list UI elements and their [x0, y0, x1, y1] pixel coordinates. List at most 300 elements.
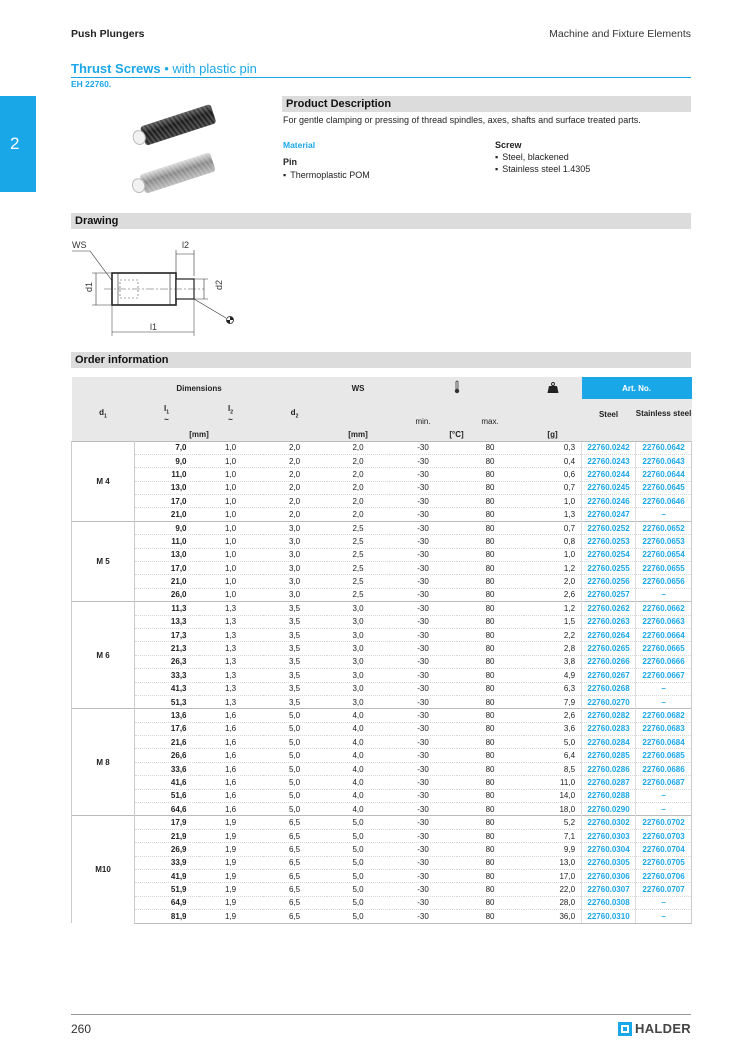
ws-cell: 3,0 — [327, 682, 390, 695]
unit-gram: [g] — [524, 429, 582, 441]
l2-cell: 1,9 — [199, 829, 263, 842]
art-stainless-cell[interactable]: 22760.0704 — [636, 843, 692, 856]
art-steel-cell[interactable]: 22760.0262 — [582, 602, 636, 615]
art-steel-cell[interactable]: 22760.0286 — [582, 762, 636, 775]
temp-max-cell: 80 — [457, 562, 524, 575]
temp-min-cell: -30 — [390, 816, 457, 829]
art-steel-cell[interactable]: 22760.0263 — [582, 615, 636, 628]
l2-cell: 1,6 — [199, 749, 263, 762]
ws-cell: 2,0 — [327, 508, 390, 521]
d2-cell: 6,5 — [263, 883, 327, 896]
ws-cell: 5,0 — [327, 843, 390, 856]
art-stainless-cell[interactable]: – — [636, 896, 692, 909]
l1-cell: 13,0 — [135, 548, 199, 561]
art-stainless-cell[interactable]: – — [636, 695, 692, 708]
weight-cell: 1,2 — [524, 562, 582, 575]
l1-cell: 11,0 — [135, 535, 199, 548]
d2-cell: 5,0 — [263, 749, 327, 762]
table-row — [72, 481, 692, 494]
l1-cell: 11,0 — [135, 468, 199, 481]
art-stainless-cell[interactable]: 22760.0702 — [636, 816, 692, 829]
l2-cell: 1,9 — [199, 856, 263, 869]
l2-cell: 1,6 — [199, 722, 263, 735]
art-steel-cell[interactable]: 22760.0288 — [582, 789, 636, 802]
thread-size-cell: M10 — [72, 816, 135, 923]
temp-min-cell: -30 — [390, 628, 457, 641]
temp-max-cell: 80 — [457, 870, 524, 883]
l2-cell: 1,3 — [199, 695, 263, 708]
ws-cell: 2,5 — [327, 575, 390, 588]
table-row — [72, 454, 692, 467]
weight-cell: 1,2 — [524, 602, 582, 615]
l2-cell: 1,9 — [199, 816, 263, 829]
d2-cell: 6,5 — [263, 843, 327, 856]
temp-max-cell: 80 — [457, 615, 524, 628]
screw-label: Screw — [495, 140, 522, 150]
art-steel-cell[interactable]: 22760.0303 — [582, 829, 636, 842]
max-header: max. — [457, 399, 524, 429]
table-row — [72, 870, 692, 883]
weight-cell: 7,1 — [524, 829, 582, 842]
table-row — [72, 669, 692, 682]
temp-max-cell: 80 — [457, 816, 524, 829]
art-steel-cell[interactable]: 22760.0243 — [582, 454, 636, 467]
d2-cell: 3,5 — [263, 602, 327, 615]
l1-cell: 17,3 — [135, 628, 199, 641]
thread-size-cell: M 4 — [72, 441, 135, 521]
l2-cell: 1,6 — [199, 803, 263, 816]
temp-min-cell: -30 — [390, 896, 457, 909]
art-stainless-cell[interactable]: – — [636, 789, 692, 802]
art-stainless-cell[interactable]: 22760.0644 — [636, 468, 692, 481]
ws-cell: 4,0 — [327, 709, 390, 722]
art-stainless-cell[interactable]: 22760.0665 — [636, 642, 692, 655]
l2-cell: 1,9 — [199, 843, 263, 856]
l2-cell: 1,0 — [199, 468, 263, 481]
temp-max-cell: 80 — [457, 642, 524, 655]
art-steel-cell[interactable]: 22760.0267 — [582, 669, 636, 682]
weight-cell: 1,0 — [524, 548, 582, 561]
art-steel-cell[interactable]: 22760.0245 — [582, 481, 636, 494]
table-row — [72, 910, 692, 923]
l1-cell: 17,9 — [135, 816, 199, 829]
header-section: Machine and Fixture Elements — [549, 28, 691, 40]
halder-logo[interactable] — [618, 1021, 691, 1036]
l2-header: $l_2$ ~ — [199, 399, 263, 429]
ws-cell: 4,0 — [327, 776, 390, 789]
screw-material-1: ▪ Steel, blackened — [495, 152, 569, 162]
table-row — [72, 749, 692, 762]
chapter-tab[interactable] — [0, 96, 36, 192]
ws-cell: 5,0 — [327, 883, 390, 896]
table-row — [72, 548, 692, 561]
d2-cell: 2,0 — [263, 441, 327, 454]
art-steel-cell[interactable]: 22760.0264 — [582, 628, 636, 641]
temp-max-cell: 80 — [457, 669, 524, 682]
d2-cell: 2,0 — [263, 454, 327, 467]
d2-cell: 5,0 — [263, 762, 327, 775]
art-stainless-cell[interactable]: – — [636, 682, 692, 695]
weight-cell: 2,6 — [524, 588, 582, 601]
temp-max-cell: 80 — [457, 896, 524, 909]
technical-drawing — [68, 236, 258, 340]
weight-cell: 0,8 — [524, 535, 582, 548]
temp-max-cell: 80 — [457, 468, 524, 481]
l2-cell: 1,0 — [199, 508, 263, 521]
temp-min-cell: -30 — [390, 669, 457, 682]
drawing-label-l2: l2 — [182, 240, 190, 250]
art-steel-cell[interactable]: 22760.0256 — [582, 575, 636, 588]
l2-cell: 1,0 — [199, 575, 263, 588]
weight-cell: 0,4 — [524, 454, 582, 467]
l2-cell: 1,0 — [199, 548, 263, 561]
table-row — [72, 495, 692, 508]
art-stainless-cell[interactable]: – — [636, 508, 692, 521]
table-row — [72, 521, 692, 534]
temp-max-cell: 80 — [457, 749, 524, 762]
d2-cell: 3,5 — [263, 628, 327, 641]
art-steel-cell[interactable]: 22760.0290 — [582, 803, 636, 816]
art-stainless-cell[interactable]: – — [636, 910, 692, 923]
ws-cell: 3,0 — [327, 695, 390, 708]
art-steel-cell[interactable]: 22760.0247 — [582, 508, 636, 521]
art-steel-cell[interactable]: 22760.0268 — [582, 682, 636, 695]
temp-max-cell: 80 — [457, 535, 524, 548]
chapter-number: 2 — [10, 134, 20, 153]
table-row — [72, 642, 692, 655]
temp-max-cell: 80 — [457, 602, 524, 615]
d2-cell: 5,0 — [263, 789, 327, 802]
art-stainless-cell[interactable]: 22760.0655 — [636, 562, 692, 575]
art-steel-cell[interactable]: 22760.0255 — [582, 562, 636, 575]
art-stainless-cell[interactable]: 22760.0645 — [636, 481, 692, 494]
l2-cell: 1,3 — [199, 682, 263, 695]
l2-cell: 1,0 — [199, 495, 263, 508]
d2-cell: 6,5 — [263, 910, 327, 923]
art-steel-cell[interactable]: 22760.0310 — [582, 910, 636, 923]
art-steel-cell[interactable]: 22760.0307 — [582, 883, 636, 896]
drawing-label-ws: WS — [72, 240, 87, 250]
table-row — [72, 615, 692, 628]
art-steel-cell[interactable]: 22760.0304 — [582, 843, 636, 856]
weight-cell: 1,0 — [524, 495, 582, 508]
art-steel-cell[interactable]: 22760.0253 — [582, 535, 636, 548]
temp-min-cell: -30 — [390, 535, 457, 548]
table-row — [72, 602, 692, 615]
art-steel-cell[interactable]: 22760.0244 — [582, 468, 636, 481]
drawing-label-d1: d1 — [84, 281, 94, 292]
temp-max-cell: 80 — [457, 521, 524, 534]
d2-cell: 3,0 — [263, 535, 327, 548]
order-table — [71, 377, 692, 924]
l2-cell: 1,6 — [199, 776, 263, 789]
art-steel-cell[interactable]: 22760.0282 — [582, 709, 636, 722]
temp-min-cell: -30 — [390, 789, 457, 802]
art-steel-cell[interactable]: 22760.0252 — [582, 521, 636, 534]
d2-cell: 3,0 — [263, 521, 327, 534]
l2-cell: 1,9 — [199, 896, 263, 909]
art-steel-cell[interactable]: 22760.0285 — [582, 749, 636, 762]
l2-cell: 1,0 — [199, 454, 263, 467]
drawing-label-l1: l1 — [150, 322, 158, 332]
art-steel-cell[interactable]: 22760.0302 — [582, 816, 636, 829]
art-stainless-cell[interactable]: 22760.0683 — [636, 722, 692, 735]
ws-cell: 5,0 — [327, 856, 390, 869]
dimensions-header: Dimensions — [72, 377, 327, 399]
d2-cell: 5,0 — [263, 722, 327, 735]
ws-cell: 4,0 — [327, 789, 390, 802]
temp-min-cell: -30 — [390, 803, 457, 816]
l2-cell: 1,3 — [199, 642, 263, 655]
temp-min-cell: -30 — [390, 883, 457, 896]
pin-material: ▪ Thermoplastic POM — [283, 170, 370, 180]
art-stainless-cell[interactable]: 22760.0642 — [636, 441, 692, 454]
weight-cell: 0,7 — [524, 481, 582, 494]
temp-min-cell: -30 — [390, 749, 457, 762]
temperature-header — [390, 377, 524, 399]
art-stainless-cell[interactable]: 22760.0703 — [636, 829, 692, 842]
ws-cell: 5,0 — [327, 870, 390, 883]
l1-cell: 26,9 — [135, 843, 199, 856]
temp-min-cell: -30 — [390, 441, 457, 454]
l1-cell: 41,9 — [135, 870, 199, 883]
weight-cell: 11,0 — [524, 776, 582, 789]
l1-cell: 9,0 — [135, 454, 199, 467]
l1-cell: 33,6 — [135, 762, 199, 775]
temp-max-cell: 80 — [457, 856, 524, 869]
art-stainless-cell[interactable]: 22760.0667 — [636, 669, 692, 682]
art-steel-cell[interactable]: 22760.0265 — [582, 642, 636, 655]
table-row — [72, 883, 692, 896]
table-row — [72, 816, 692, 829]
weight-cell: 8,5 — [524, 762, 582, 775]
d2-cell: 3,0 — [263, 548, 327, 561]
l1-cell: 64,6 — [135, 803, 199, 816]
l1-header: $l_1$ ~ — [135, 399, 199, 429]
ws-cell: 5,0 — [327, 829, 390, 842]
ws-cell: 5,0 — [327, 896, 390, 909]
l1-cell: 51,9 — [135, 883, 199, 896]
weight-cell: 13,0 — [524, 856, 582, 869]
l1-cell: 9,0 — [135, 521, 199, 534]
l2-cell: 1,9 — [199, 883, 263, 896]
d2-cell: 2,0 — [263, 508, 327, 521]
temp-min-cell: -30 — [390, 468, 457, 481]
weight-cell: 5,2 — [524, 816, 582, 829]
d2-cell: 3,5 — [263, 682, 327, 695]
ws-cell: 2,0 — [327, 441, 390, 454]
weight-cell: 2,2 — [524, 628, 582, 641]
art-steel-cell[interactable]: 22760.0287 — [582, 776, 636, 789]
table-row — [72, 508, 692, 521]
temp-max-cell: 80 — [457, 776, 524, 789]
table-row — [72, 575, 692, 588]
l1-cell: 13,3 — [135, 615, 199, 628]
d2-cell: 6,5 — [263, 856, 327, 869]
art-stainless-cell[interactable]: 22760.0666 — [636, 655, 692, 668]
art-steel-cell[interactable]: 22760.0270 — [582, 695, 636, 708]
table-row — [72, 722, 692, 735]
temp-max-cell: 80 — [457, 508, 524, 521]
l1-cell: 26,0 — [135, 588, 199, 601]
art-stainless-cell[interactable]: 22760.0663 — [636, 615, 692, 628]
weight-cell: 1,3 — [524, 508, 582, 521]
order-table-body — [72, 441, 692, 923]
table-row — [72, 776, 692, 789]
temp-min-cell: -30 — [390, 481, 457, 494]
art-stainless-cell[interactable]: 22760.0643 — [636, 454, 692, 467]
l1-cell: 33,9 — [135, 856, 199, 869]
thread-size-cell: M 5 — [72, 521, 135, 601]
weight-cell: 3,6 — [524, 722, 582, 735]
unit-mm-ws: [mm] — [327, 429, 390, 441]
art-stainless-cell[interactable]: 22760.0705 — [636, 856, 692, 869]
weight-cell: 2,0 — [524, 575, 582, 588]
l2-cell: 1,3 — [199, 615, 263, 628]
temp-min-cell: -30 — [390, 495, 457, 508]
drawing-label-d2: d2 — [214, 279, 224, 290]
thread-size-cell: M 8 — [72, 709, 135, 816]
weight-cell: 0,6 — [524, 468, 582, 481]
art-steel-cell[interactable]: 22760.0305 — [582, 856, 636, 869]
ws-cell: 3,0 — [327, 628, 390, 641]
temp-min-cell: -30 — [390, 722, 457, 735]
order-information-heading: Order information — [71, 352, 691, 368]
l2-cell: 1,6 — [199, 789, 263, 802]
art-stainless-cell[interactable]: – — [636, 588, 692, 601]
weight-cell: 9,9 — [524, 843, 582, 856]
temp-min-cell: -30 — [390, 870, 457, 883]
art-steel-cell[interactable]: 22760.0254 — [582, 548, 636, 561]
l2-cell: 1,0 — [199, 521, 263, 534]
temp-min-cell: -30 — [390, 615, 457, 628]
l1-cell: 13,6 — [135, 709, 199, 722]
art-stainless-cell[interactable]: 22760.0685 — [636, 749, 692, 762]
l1-cell: 26,6 — [135, 749, 199, 762]
art-steel-cell[interactable]: 22760.0306 — [582, 870, 636, 883]
temp-min-cell: -30 — [390, 695, 457, 708]
l2-cell: 1,0 — [199, 588, 263, 601]
table-row — [72, 762, 692, 775]
ws-cell: 3,0 — [327, 602, 390, 615]
ws-cell: 3,0 — [327, 655, 390, 668]
product-photo — [120, 98, 230, 208]
table-row — [72, 588, 692, 601]
temp-max-cell: 80 — [457, 709, 524, 722]
l1-cell: 21,6 — [135, 736, 199, 749]
d2-cell: 2,0 — [263, 468, 327, 481]
temp-max-cell: 80 — [457, 762, 524, 775]
art-stainless-cell[interactable]: 22760.0707 — [636, 883, 692, 896]
art-stainless-cell[interactable]: 22760.0686 — [636, 762, 692, 775]
art-stainless-cell[interactable]: 22760.0664 — [636, 628, 692, 641]
art-stainless-cell[interactable]: 22760.0646 — [636, 495, 692, 508]
l1-cell: 7,0 — [135, 441, 199, 454]
d1-header: $d_1$ — [72, 399, 135, 429]
brand-name: HALDER — [635, 1021, 691, 1036]
ws-cell: 4,0 — [327, 803, 390, 816]
art-steel-cell[interactable]: 22760.0283 — [582, 722, 636, 735]
table-row — [72, 628, 692, 641]
l2-cell: 1,6 — [199, 762, 263, 775]
temp-min-cell: -30 — [390, 762, 457, 775]
art-stainless-cell[interactable]: 22760.0653 — [636, 535, 692, 548]
art-steel-cell[interactable]: 22760.0257 — [582, 588, 636, 601]
weight-cell: 14,0 — [524, 789, 582, 802]
temp-min-cell: -30 — [390, 602, 457, 615]
ws-cell: 4,0 — [327, 749, 390, 762]
art-stainless-cell[interactable]: 22760.0654 — [636, 548, 692, 561]
d2-cell: 5,0 — [263, 803, 327, 816]
product-description-heading: Product Description — [282, 96, 691, 112]
thread-size-cell: M 6 — [72, 602, 135, 709]
art-steel-cell[interactable]: 22760.0246 — [582, 495, 636, 508]
temp-max-cell: 80 — [457, 883, 524, 896]
art-steel-cell[interactable]: 22760.0284 — [582, 736, 636, 749]
art-steel-cell[interactable]: 22760.0242 — [582, 441, 636, 454]
temp-max-cell: 80 — [457, 481, 524, 494]
ws-cell: 2,5 — [327, 588, 390, 601]
l2-cell: 1,9 — [199, 870, 263, 883]
table-row — [72, 655, 692, 668]
product-title — [71, 61, 691, 78]
temp-max-cell: 80 — [457, 454, 524, 467]
l1-cell: 11,3 — [135, 602, 199, 615]
temp-min-cell: -30 — [390, 642, 457, 655]
table-row — [72, 709, 692, 722]
l2-cell: 1,6 — [199, 709, 263, 722]
art-stainless-cell[interactable]: 22760.0684 — [636, 736, 692, 749]
temp-min-cell: -30 — [390, 588, 457, 601]
art-stainless-cell[interactable]: 22760.0682 — [636, 709, 692, 722]
ws-cell: 5,0 — [327, 816, 390, 829]
temp-max-cell: 80 — [457, 722, 524, 735]
l1-cell: 26,3 — [135, 655, 199, 668]
table-row — [72, 896, 692, 909]
temp-min-cell: -30 — [390, 562, 457, 575]
art-stainless-cell[interactable]: 22760.0706 — [636, 870, 692, 883]
temp-max-cell: 80 — [457, 843, 524, 856]
product-code: EH 22760. — [71, 79, 112, 89]
temp-min-cell: -30 — [390, 655, 457, 668]
d2-cell: 3,0 — [263, 575, 327, 588]
ws-cell: 2,5 — [327, 535, 390, 548]
art-steel-cell[interactable]: 22760.0266 — [582, 655, 636, 668]
d2-cell: 3,5 — [263, 642, 327, 655]
temp-min-cell: -30 — [390, 843, 457, 856]
d2-cell: 5,0 — [263, 736, 327, 749]
temp-min-cell: -30 — [390, 856, 457, 869]
weight-cell: 0,7 — [524, 521, 582, 534]
ws-cell: 2,5 — [327, 562, 390, 575]
l2-cell: 1,3 — [199, 628, 263, 641]
temp-max-cell: 80 — [457, 588, 524, 601]
l2-cell: 1,0 — [199, 441, 263, 454]
ws-cell: 2,0 — [327, 495, 390, 508]
art-stainless-cell[interactable]: 22760.0652 — [636, 521, 692, 534]
art-stainless-cell[interactable]: – — [636, 803, 692, 816]
thermometer-icon — [453, 380, 461, 394]
art-stainless-cell[interactable]: 22760.0687 — [636, 776, 692, 789]
l1-cell: 17,0 — [135, 495, 199, 508]
ws-cell: 2,0 — [327, 468, 390, 481]
art-stainless-cell[interactable]: 22760.0662 — [636, 602, 692, 615]
surface-symbol-icon — [227, 317, 234, 324]
l1-cell: 21,3 — [135, 642, 199, 655]
weight-cell: 18,0 — [524, 803, 582, 816]
art-steel-cell[interactable]: 22760.0308 — [582, 896, 636, 909]
art-stainless-cell[interactable]: 22760.0656 — [636, 575, 692, 588]
